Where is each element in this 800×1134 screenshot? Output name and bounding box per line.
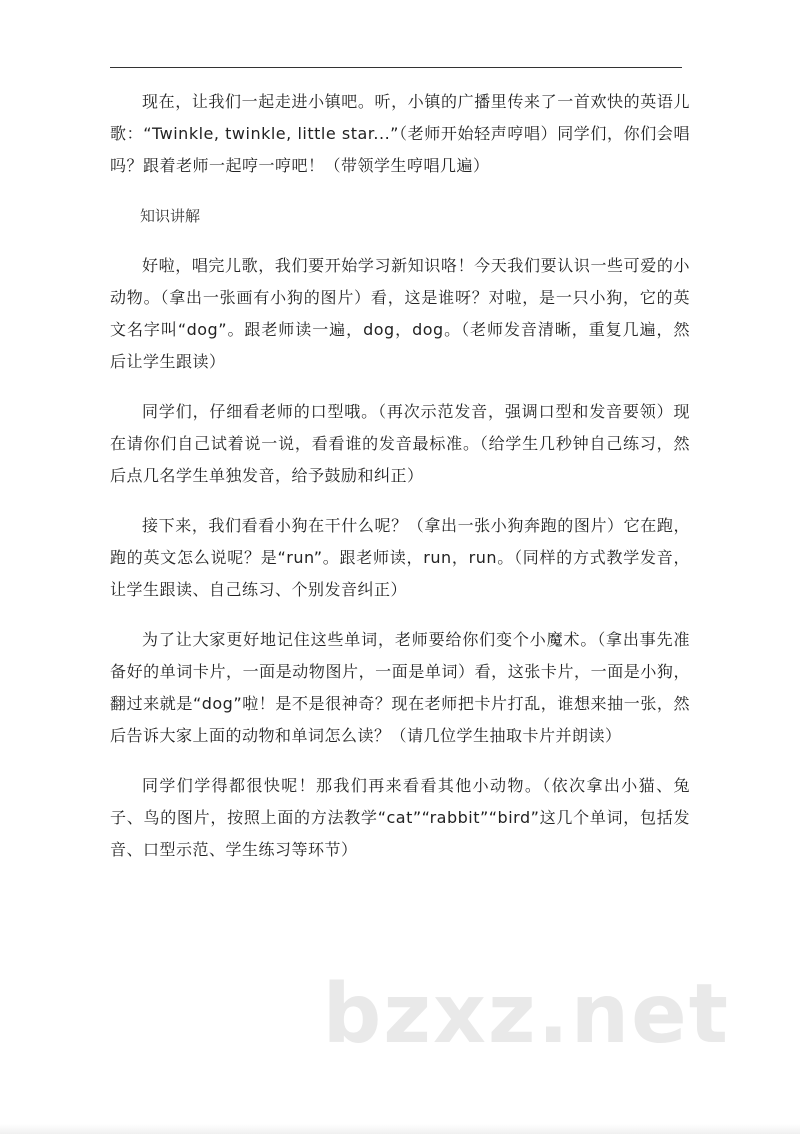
page-bottom-edge xyxy=(0,1124,800,1134)
header-rule xyxy=(110,67,682,68)
paragraph-run: 接下来，我们看看小狗在干什么呢？（拿出一张小狗奔跑的图片）它在跑，跑的英文怎么说呢？是“run”。跟老师读，run，run。（同样的方式教学发音，让学生跟读、自己练习、个别发音纠正） xyxy=(110,516,690,599)
paragraph-pronunciation: 同学们，仔细看老师的口型哦。（再次示范发音，强调口型和发音要领）现在请你们自己试着说一说，看看谁的发音最标准。（给学生几秒钟自己练习，然后点几名学生单独发音，给予鼓励和纠正） xyxy=(110,402,690,485)
document-body xyxy=(110,86,690,884)
paragraph-dog: 好啦，唱完儿歌，我们要开始学习新知识咯！今天我们要认识一些可爱的小动物。（拿出一张画有小狗的图片）看，这是谁呀？对啦，是一只小狗，它的英文名字叫“dog”。跟老师读一遍，dog，dog。（老师发音清晰，重复几遍，然后让学生跟读） xyxy=(110,256,690,371)
paragraph-word-cards: 为了让大家更好地记住这些单词，老师要给你们变个小魔术。（拿出事先准备好的单词卡片，一面是动物图片，一面是单词）看，这张卡片，一面是小狗，翻过来就是“dog”啦！是不是很神奇？现在老师把卡片打乱，谁想来抽一张，然后告诉大家上面的动物和单词怎么读？（请几位学生抽取卡片并朗读） xyxy=(110,630,690,745)
paragraph-other-animals: 同学们学得都很快呢！那我们再来看看其他小动物。（依次拿出小猫、兔子、鸟的图片，按照上面的方法教学“cat”“rabbit”“bird”这几个单词，包括发音、口型示范、学生练习等环节） xyxy=(110,776,690,859)
watermark: bzxz.net xyxy=(322,967,730,1062)
section-heading-knowledge: 知识讲解 xyxy=(140,207,201,225)
paragraph-intro-song: 现在，让我们一起走进小镇吧。听，小镇的广播里传来了一首欢快的英语儿歌：“Twinkle, twinkle, little star...”（老师开始轻声哼唱）同学们，你们会唱吗？跟着老师一起哼一哼吧！（带领学生哼唱几遍） xyxy=(110,92,690,175)
